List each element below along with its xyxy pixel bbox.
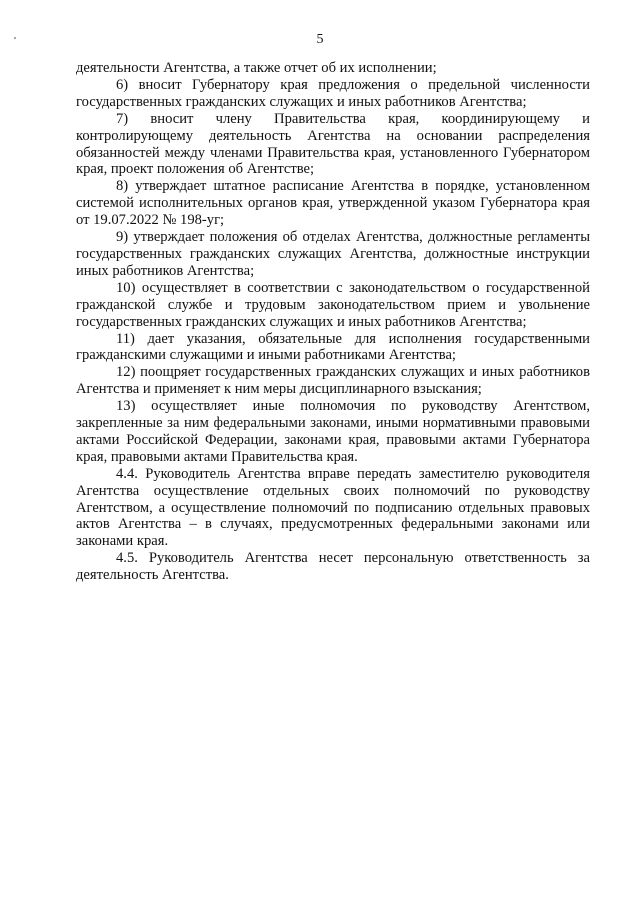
paragraph-item-10: 10) осуществляет в соответствии с законодательством о государственной гражданской службе и трудовым законодательством прием и увольнение государственных гражданских служащих и иных работников Агентства; bbox=[76, 279, 590, 330]
paragraph-item-9: 9) утверждает положения об отделах Агентства, должностные регламенты государственных гражданских служащих Агентства, должностные инструкции иных работников Агентства; bbox=[76, 229, 590, 279]
paragraph-item-6: 6) вносит Губернатору края предложения о предельной численности государственных гражданских служащих и иных работников Агентства; bbox=[76, 76, 590, 110]
paragraph-section-4-4: 4.4. Руководитель Агентства вправе передать заместителю руководителя Агентства осуществление отдельных своих полномочий по руководству Агентством, а осуществление полномочий по подписанию отдельных правовых актов Агентства – в случаях, предусмотренных федеральными законами или законами края. bbox=[76, 465, 590, 550]
page-number: 5 bbox=[316, 32, 324, 47]
paragraph-section-4-5: 4.5. Руководитель Агентства несет персональную ответственность за деятельность Агентства. bbox=[76, 550, 590, 584]
paragraph-item-11: 11) дает указания, обязательные для исполнения государственными гражданскими служащими и иными работниками Агентства; bbox=[76, 330, 590, 364]
paragraph-continuation: деятельности Агентства, а также отчет об их исполнении; bbox=[76, 60, 437, 76]
document-body bbox=[76, 60, 590, 584]
paragraph-item-12: 12) поощряет государственных гражданских служащих и иных работников Агентства и применяет к ним меры дисциплинарного взыскания; bbox=[76, 364, 590, 398]
paragraph-item-7: 7) вносит члену Правительства края, координирующему и контролирующему деятельность Агентства на основании распределения обязанностей между членами Правительства края, установленного Губернатором края, проект положения об Агентстве; bbox=[76, 110, 590, 178]
paragraph-item-13: 13) осуществляет иные полномочия по руководству Агентством, закрепленные за ним федеральными законами, иными нормативными правовыми актами Российской Федерации, законами края, правовыми актами Губернатора края, правовыми актами Правительства края. bbox=[76, 398, 590, 465]
paragraph-item-8: 8) утверждает штатное расписание Агентства в порядке, установленном системой исполнительных органов края, утвержденной указом Губернатора края от 19.07.2022 № 198-уг; bbox=[76, 178, 590, 229]
